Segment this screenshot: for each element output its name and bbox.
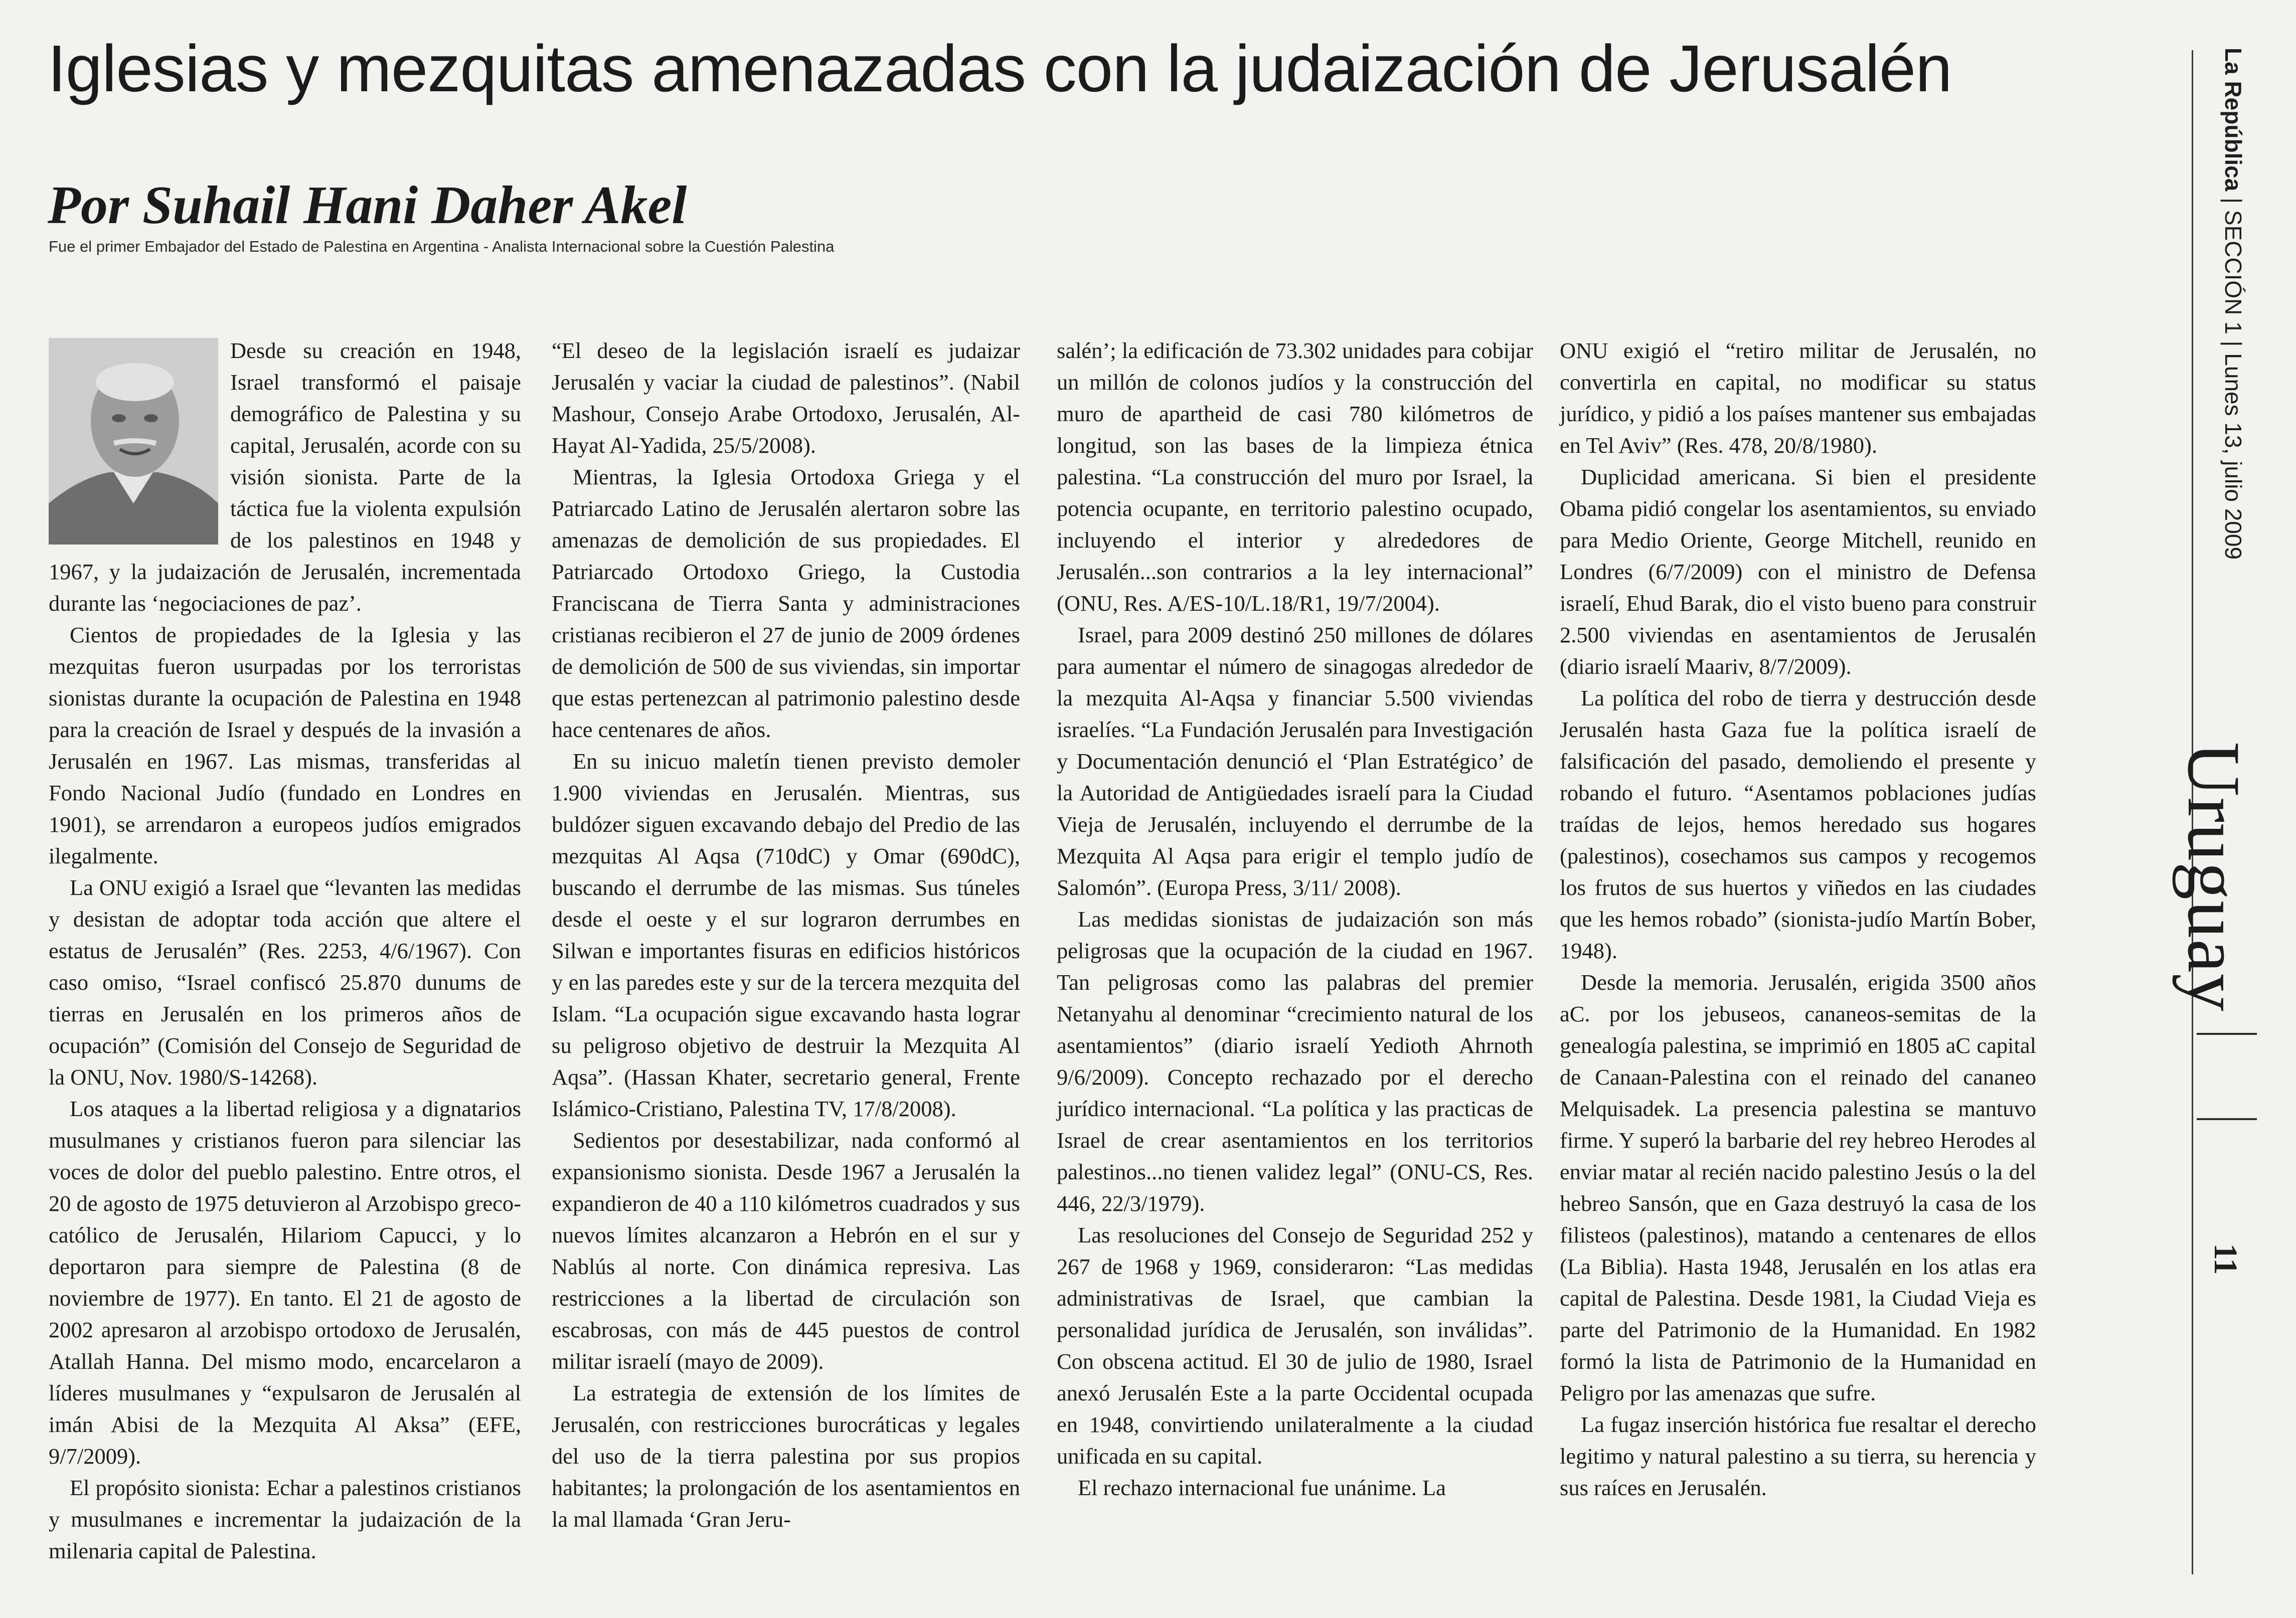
paragraph: Desde su creación en 1948, Israel transformó el paisaje demográfico de Palestina y su capital, Jerusalén, acorde con su visión sionista. Parte de la táctica fue la violenta expulsión de los palestinos en 1948 y 1967, y la judaización de Jerusalén, incrementada durante las ‘negociaciones de paz’. <box>49 338 521 616</box>
paragraph: Israel, para 2009 destinó 250 millones de dólares para aumentar el número de sinagogas alrededor de la mezquita Al-Aqsa y financiar 5.500 viviendas israelíes. “La Fundación Jerusalén para Investigación y Documentación denunció el ‘Plan Estratégico’ de la Autoridad de Antigüedades israelí para la Ciudad Vieja de Jerusalén, incluyendo el derrumbe de la Mezquita Al Aqsa para erigir el templo judío de Salomón”. (Europa Press, 3/11/ 2008). <box>1057 622 1533 900</box>
paragraph: El rechazo internacional fue unánime. La <box>1078 1475 1446 1500</box>
paragraph: Los ataques a la libertad religiosa y a dignatarios musulmanes y cristianos fueron para silenciar las voces de dolor del pueblo palestino. Entre otros, el 20 de agosto de 1975 detuvieron al Arzobispo greco-católico de Jerusalén, Hilariom Capucci, y lo deportaron para siempre de Palestina (8 de noviembre de 1977). En tanto. El 21 de agosto de 2002 apresaron al arzobispo ortodoxo de Jerusalén, Atallah Hanna. Del mismo modo, encarcelaron a líderes musulmanes y “expulsaron de Jerusalén al imán Abisi de la Mezquita Al Aksa” (EFE, 9/7/2009). <box>49 1096 521 1469</box>
sidebar-rule <box>2197 1118 2257 1120</box>
paragraph: Mientras, la Iglesia Ortodoxa Griega y el Patriarcado Latino de Jerusalén alertaron sobre las amenazas de demolición de sus propiedades. El Patriarcado Ortodoxo Griego, la Custodia Franciscana de Tierra Santa y administraciones cristianas recibieron el 27 de junio de 2009 órdenes de demolición de 500 de sus viviendas, sin importar que estas pertenezcan al patrimonio palestino desde hace centenares de años. <box>552 464 1020 742</box>
paragraph: En su inicuo maletín tienen previsto demoler 1.900 viviendas en Jerusalén. Mientras, sus buldózer siguen excavando debajo del Predio de las mezquitas Al Aqsa (710dC) y Omar (690dC), buscando el derrumbe de las mismas. Sus túneles desde el oeste y el sur lograron derrumbes en Silwan e importantes fisuras en edificios históricos y en las paredes este y sur de la tercera mezquita del Islam. “La ocupación sigue excavando hasta lograr su peligroso objetivo de destruir la Mezquita Al Aqsa”. (Hassan Khater, secretario general, Frente Islámico-Cristiano, Palestina TV, 17/8/2008). <box>552 749 1020 1121</box>
paragraph: Cientos de propiedades de la Iglesia y las mezquitas fueron usurpadas por los terroristas sionistas durante la ocupación de Palestina en 1948 para la creación de Israel y después de la invasión a Jerusalén en 1967. Las mismas, transferidas al Fondo Nacional Judío (fundado en Londres en 1901), se arrendaron a europeos judíos emigrados ilegalmente. <box>49 622 521 868</box>
paragraph: Sedientos por desestabilizar, nada conformó al expansionismo sionista. Desde 1967 a Jerusalén la expandieron de 40 a 110 kilómetros cuadrados y sus nuevos límites alcanzaron a Hebrón en el sur y Nablús al norte. Con dinámica represiva. Las restricciones a la libertad de circulación son escabrosas, con más de 445 puestos de control militar israelí (mayo de 2009). <box>552 1128 1020 1374</box>
byline: Por Suhail Hani Daher Akel <box>48 175 687 235</box>
paragraph: La ONU exigió a Israel que “levanten las medidas y desistan de adoptar toda acción que altere el estatus de Jerusalén” (Res. 2253, 4/6/1967). Con caso omiso, “Israel confiscó 25.870 dunums de tierras en Jerusalén en los primeros años de ocupación” (Comisión del Consejo de Seguridad de la ONU, Nov. 1980/S-14268). <box>49 875 521 1090</box>
publication-meta <box>2220 48 2247 560</box>
article-column-1 <box>49 335 521 1598</box>
author-bio: Fue el primer Embajador del Estado de Palestina en Argentina - Analista Internacional sobre la Cuestión Palestina <box>49 238 835 255</box>
article-column-3 <box>1057 335 1533 1598</box>
paragraph: La fugaz inserción histórica fue resaltar el derecho legitimo y natural palestino a su tierra, su herencia y sus raíces en Jerusalén. <box>1560 1412 2036 1500</box>
meta-separator: | <box>2220 334 2246 353</box>
article-column-2 <box>552 335 1020 1598</box>
paragraph: salén’; la edificación de 73.302 unidades para cobijar un millón de colonos judíos y la construcción del muro de apartheid de casi 780 kilómetros de longitud, son las bases de la limpieza étnica palestina. “La construcción del muro por Israel, la potencia ocupante, en territorio palestino ocupado, incluyendo el interior y alrededores de Jerusalén...son contrarios a la ley internacional” (ONU, Res. A/ES-10/L.18/R1, 19/7/2004). <box>1057 338 1533 616</box>
paragraph: Desde la memoria. Jerusalén, erigida 3500 años aC. por los jebuseos, cananeos-semitas de la genealogía palestina, se imprimió en 1805 aC capital de Canaan-Palestina con el reinado del cananeo Melquisadek. La presencia palestina se mantuvo firme. Y superó la barbarie del rey hebreo Herodes al enviar matar al recién nacido palestino Jesús o la del hebreo Sansón, que en Gaza destruyó la casa de los filisteos (palestinos), matando a centenares de ellos (La Biblia). Hasta 1948, Jerusalén en los atlas era capital de Palestina. Desde 1981, la Ciudad Vieja es parte del Patrimonio de la Humanidad. En 1982 formó la lista de Patrimonio de la Humanidad en Peligro por las amenazas que sufre. <box>1560 970 2036 1405</box>
meta-separator: | <box>2220 191 2246 210</box>
page-number: 11 <box>2207 1243 2244 1275</box>
author-photo-icon <box>49 338 218 545</box>
author-photo <box>49 338 218 545</box>
paragraph: Las resoluciones del Consejo de Seguridad 252 y 267 de 1968 y 1969, consideraron: “Las medidas administrativas de Israel, que cambian la personalidad jurídica de Jerusalén, son inválidas”. Con obscena actitud. El 30 de julio de 1980, Israel anexó Jerusalén Este a la parte Occidental ocupada en 1948, convirtiendo unilateralmente a la ciudad unificada en su capital. <box>1057 1222 1533 1469</box>
article-column-4 <box>1560 335 2036 1598</box>
issue-date: Lunes 13, julio 2009 <box>2220 353 2246 560</box>
paragraph: “El deseo de la legislación israelí es judaizar Jerusalén y vaciar la ciudad de palestinos”. (Nabil Mashour, Consejo Arabe Ortodoxo, Jerusalén, Al-Hayat Al-Yadida, 25/5/2008). <box>552 338 1020 458</box>
paragraph: El propósito sionista: Echar a palestinos cristianos y musulmanes e incrementar la judaización de la milenaria capital de Palestina. <box>49 1475 521 1563</box>
headline: Iglesias y mezquitas amenazadas con la judaización de Jerusalén <box>48 32 1952 105</box>
sidebar-rule <box>2197 1033 2257 1035</box>
section-title: Uruguay <box>2172 742 2255 1012</box>
section-label: SECCIÓN 1 <box>2220 210 2246 334</box>
paragraph: Duplicidad americana. Si bien el presidente Obama pidió congelar los asentamientos, su enviado para Medio Oriente, George Mitchell, reunido en Londres (6/7/2009) con el ministro de Defensa israelí, Ehud Barak, dio el visto bueno para construir 2.500 viviendas en asentamientos de Jerusalén (diario israelí Maariv, 8/7/2009). <box>1560 464 2036 679</box>
paragraph: La política del robo de tierra y destrucción desde Jerusalén hasta Gaza fue la política israelí de falsificación del pasado, demoliendo el presente y robando el futuro. “Asentamos poblaciones judías traídas de lejos, hemos heredado sus hogares (palestinos), cosechamos sus campos y recogemos los frutos de sus huertos y viñedos en las ciudades que les hemos robado” (sionista-judío Martín Bober, 1948). <box>1560 685 2036 963</box>
paragraph: Las medidas sionistas de judaización son más peligrosas que la ocupación de la ciudad en 1967. Tan peligrosas como las palabras del premier Netanyahu al denominar “crecimiento natural de los asentamientos” (diario israelí Yedioth Ahrnoth 9/6/2009). Concepto rechazado por el derecho jurídico internacional. “La política y las practicas de Israel de crear asentamientos en los territorios palestinos...no tienen validez legal” (ONU-CS, Res. 446, 22/3/1979). <box>1057 907 1533 1216</box>
paragraph: La estrategia de extensión de los límites de Jerusalén, con restricciones burocráticas y legales del uso de la tierra palestina por sus propios habitantes; la prolongación de los asentamientos en la mal llamada ‘Gran Jeru- <box>552 1380 1020 1532</box>
publication-name: La República <box>2220 48 2246 192</box>
paragraph: ONU exigió el “retiro militar de Jerusalén, no convertirla en capital, no modificar su status jurídico, y pidió a los países mantener sus embajadas en Tel Aviv” (Res. 478, 20/8/1980). <box>1560 338 2036 458</box>
